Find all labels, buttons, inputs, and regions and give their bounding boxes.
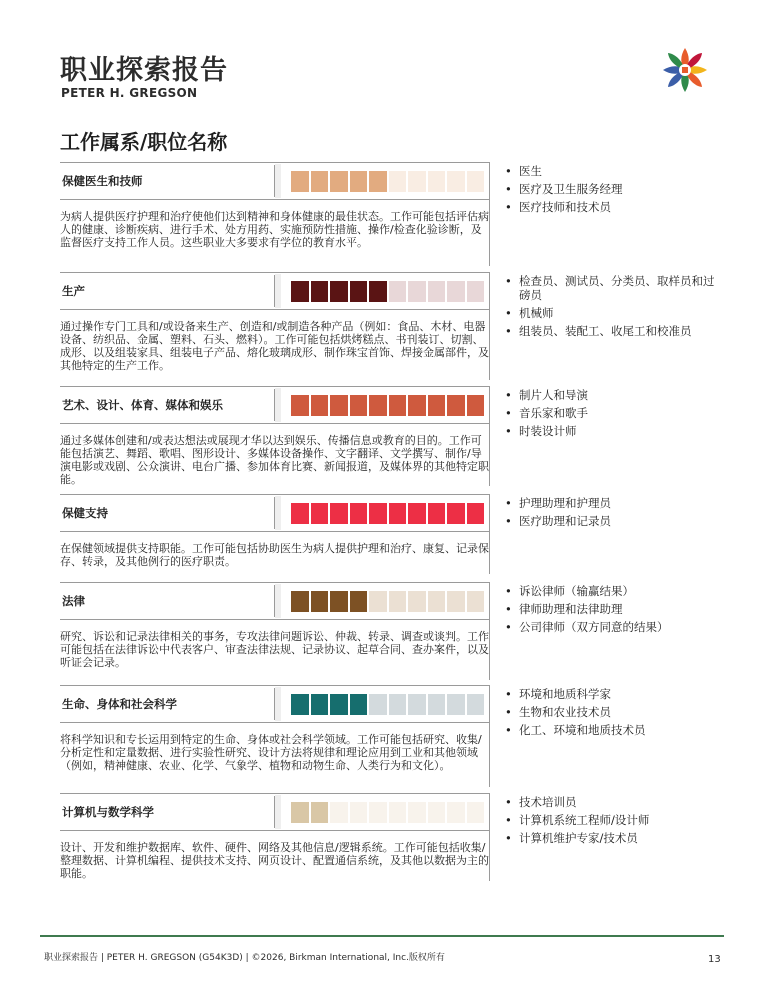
interest-cell-filled (447, 503, 465, 524)
job-title-item: • 医生 (503, 164, 723, 178)
job-title-list (503, 388, 723, 442)
interest-level-bar (291, 802, 484, 823)
interest-cell-filled (467, 503, 485, 524)
job-title-item: • 律师助理和法律助理 (503, 602, 723, 616)
job-family-name: 生命、身体和社会科学 (62, 697, 177, 711)
job-title-item: • 诉讼律师（输赢结果） (503, 584, 723, 598)
job-family-description: 通过操作专门工具和/或设备来生产、创造和/或制造各种产品（例如：食品、木材、电器设备、纺织品、金属、塑料、石头、燃料）。工作可能包括烘烤糕点、书刊装订、切割、成形、以及组装家具、组装电子产品、熔化玻璃成形、制作珠宝首饰、焊接金属部件，及其他特定的生产工作。 (60, 320, 489, 372)
interest-cell-empty (408, 171, 426, 192)
person-name: PETER H. GREGSON (61, 86, 198, 100)
job-family-block (60, 685, 490, 772)
job-family-block (60, 272, 490, 372)
interest-cell-empty (467, 694, 485, 715)
interest-cell-empty (428, 591, 446, 612)
interest-cell-filled (291, 591, 309, 612)
interest-cell-empty (389, 591, 407, 612)
job-family-block (60, 494, 490, 568)
interest-cell-filled (428, 503, 446, 524)
column-shadow (275, 164, 281, 198)
interest-level-bar (291, 694, 484, 715)
interest-cell-filled (369, 503, 387, 524)
job-title-item: • 制片人和导演 (503, 388, 723, 402)
interest-cell-filled (330, 694, 348, 715)
interest-cell-empty (389, 802, 407, 823)
job-title-item: • 组装员、装配工、收尾工和校准员 (503, 324, 723, 338)
job-title-item: • 医疗技师和技术员 (503, 200, 723, 214)
job-family-header (60, 386, 490, 424)
interest-cell-filled (291, 395, 309, 416)
job-title-item: • 生物和农业技术员 (503, 705, 723, 719)
interest-cell-empty (408, 802, 426, 823)
job-title-item: • 技术培训员 (503, 795, 723, 809)
interest-cell-empty (428, 281, 446, 302)
interest-cell-empty (467, 591, 485, 612)
interest-cell-empty (447, 802, 465, 823)
interest-cell-empty (369, 591, 387, 612)
job-title-item: • 音乐家和歌手 (503, 406, 723, 420)
job-family-name: 法律 (62, 594, 85, 608)
job-family-name: 计算机与数学科学 (62, 805, 154, 819)
interest-cell-empty (350, 802, 368, 823)
job-title-list (503, 496, 723, 532)
job-family-header (60, 272, 490, 310)
interest-cell-filled (428, 395, 446, 416)
interest-level-bar (291, 503, 484, 524)
column-shadow (275, 274, 281, 308)
interest-cell-filled (311, 395, 329, 416)
job-title-item: • 护理助理和护理员 (503, 496, 723, 510)
interest-cell-filled (467, 395, 485, 416)
interest-cell-filled (291, 802, 309, 823)
section-title: 工作属系/职位名称 (60, 130, 228, 154)
interest-cell-filled (350, 694, 368, 715)
interest-level-bar (291, 281, 484, 302)
interest-cell-filled (291, 503, 309, 524)
job-family-description: 设计、开发和维护数据库、软件、硬件、网络及其他信息/逻辑系统。工作可能包括收集/整理数据、计算机编程、提供技术支持、网页设计、配置通信系统，及其他以数据为主的职能。 (60, 841, 489, 880)
interest-cell-filled (389, 395, 407, 416)
job-family-block (60, 162, 490, 249)
job-title-item: • 检查员、测试员、分类员、取样员和过磅员 (503, 274, 723, 302)
column-shadow (275, 687, 281, 721)
interest-cell-empty (447, 694, 465, 715)
vertical-separator (489, 494, 490, 574)
job-family-description: 研究、诉讼和记录法律相关的事务，专攻法律问题诉讼、仲裁、转录、调查或谈判。工作可能包括在法律诉讼中代表客户、审查法律法规、记录协议、起草合同、查办案件，以及听证会记录。 (60, 630, 489, 669)
interest-cell-empty (467, 802, 485, 823)
job-family-header (60, 582, 490, 620)
interest-cell-filled (330, 281, 348, 302)
report-title: 职业探索报告 (60, 55, 228, 86)
interest-cell-empty (428, 171, 446, 192)
job-title-list (503, 795, 723, 849)
vertical-separator (489, 162, 490, 266)
job-title-list (503, 584, 723, 638)
interest-cell-filled (291, 694, 309, 715)
column-shadow (275, 496, 281, 530)
job-title-item: • 医疗及卫生服务经理 (503, 182, 723, 196)
job-family-name: 艺术、设计、体育、媒体和娱乐 (62, 398, 223, 412)
job-family-block (60, 582, 490, 669)
interest-cell-filled (447, 395, 465, 416)
job-family-header (60, 494, 490, 532)
column-shadow (275, 795, 281, 829)
interest-cell-filled (311, 281, 329, 302)
job-title-item: • 计算机维护专家/技术员 (503, 831, 723, 845)
interest-cell-empty (389, 171, 407, 192)
interest-cell-filled (369, 395, 387, 416)
job-title-item: • 化工、环境和地质技术员 (503, 723, 723, 737)
vertical-separator (489, 793, 490, 881)
interest-cell-filled (350, 503, 368, 524)
interest-cell-empty (467, 281, 485, 302)
page-number: 13 (708, 954, 721, 965)
interest-level-bar (291, 395, 484, 416)
vertical-separator (489, 272, 490, 380)
job-title-item: • 环境和地质科学家 (503, 687, 723, 701)
interest-cell-empty (447, 281, 465, 302)
interest-cell-filled (330, 171, 348, 192)
job-family-name: 生产 (62, 284, 85, 298)
job-family-description: 在保健领域提供支持职能。工作可能包括协助医生为病人提供护理和治疗、康复、记录保存、转录，及其他例行的医疗职责。 (60, 542, 489, 568)
interest-cell-filled (311, 802, 329, 823)
interest-cell-empty (389, 694, 407, 715)
job-title-list (503, 687, 723, 741)
interest-level-bar (291, 591, 484, 612)
interest-cell-empty (330, 802, 348, 823)
interest-cell-filled (369, 171, 387, 192)
job-family-name: 保健医生和技师 (62, 174, 143, 188)
vertical-separator (489, 582, 490, 680)
interest-cell-empty (428, 694, 446, 715)
interest-cell-filled (408, 503, 426, 524)
job-title-list (503, 164, 723, 218)
interest-cell-empty (447, 591, 465, 612)
job-family-name: 保健支持 (62, 506, 108, 520)
birkman-logo-icon (659, 44, 711, 96)
interest-cell-filled (369, 281, 387, 302)
interest-cell-filled (291, 281, 309, 302)
interest-cell-empty (369, 694, 387, 715)
interest-cell-filled (311, 694, 329, 715)
footer-rule (40, 935, 724, 937)
column-shadow (275, 584, 281, 618)
job-family-block (60, 793, 490, 880)
interest-cell-empty (408, 591, 426, 612)
interest-cell-filled (350, 591, 368, 612)
job-title-item: • 时装设计师 (503, 424, 723, 438)
job-family-header (60, 162, 490, 200)
interest-cell-filled (311, 591, 329, 612)
job-family-header (60, 793, 490, 831)
interest-cell-filled (311, 171, 329, 192)
interest-cell-filled (311, 503, 329, 524)
interest-cell-filled (350, 171, 368, 192)
job-family-description: 将科学知识和专长运用到特定的生命、身体或社会科学领域。工作可能包括研究、收集/分析定性和定量数据、进行实验性研究、设计方法将规律和理论应用到工业和其他领域（例如，精神健康、农业、化学、气象学、植物和动物生命、人类行为和文化）。 (60, 733, 482, 772)
job-family-block (60, 386, 490, 486)
interest-cell-filled (330, 395, 348, 416)
job-family-description: 通过多媒体创建和/或表达想法或展现才华以达到娱乐、传播信息或教育的目的。工作可能包括演艺、舞蹈、歌唱、图形设计、多媒体设备操作、文字翻译、文学撰写、制作/导演电影或戏剧、公众演讲、电台广播、参加体育比赛、新闻报道，及媒体界的其他特定职能。 (60, 434, 489, 486)
job-family-description: 为病人提供医疗护理和治疗使他们达到精神和身体健康的最佳状态。工作可能包括评估病人的健康、诊断疾病、进行手术、处方用药、实施预防性措施、操作/检查化验诊断，及监督医疗支持工作人员。这些职业大多要求有学位的教育水平。 (60, 210, 489, 249)
interest-cell-filled (389, 503, 407, 524)
vertical-separator (489, 386, 490, 486)
job-title-item: • 医疗助理和记录员 (503, 514, 723, 528)
job-title-item: • 计算机系统工程师/设计师 (503, 813, 723, 827)
interest-cell-empty (369, 802, 387, 823)
job-title-item: • 机械师 (503, 306, 723, 320)
interest-cell-filled (350, 395, 368, 416)
interest-cell-empty (428, 802, 446, 823)
interest-level-bar (291, 171, 484, 192)
job-title-list (503, 274, 723, 342)
footer-text: 职业探索报告 | PETER H. GREGSON (G54K3D) | ©2026, Birkman International, Inc.版权所有 (44, 953, 445, 963)
interest-cell-filled (330, 503, 348, 524)
interest-cell-empty (408, 694, 426, 715)
interest-cell-empty (467, 171, 485, 192)
interest-cell-filled (330, 591, 348, 612)
interest-cell-filled (291, 171, 309, 192)
job-family-header (60, 685, 490, 723)
job-title-item: • 公司律师（双方同意的结果） (503, 620, 723, 634)
column-shadow (275, 388, 281, 422)
interest-cell-empty (408, 281, 426, 302)
interest-cell-empty (389, 281, 407, 302)
interest-cell-filled (350, 281, 368, 302)
interest-cell-filled (408, 395, 426, 416)
interest-cell-empty (447, 171, 465, 192)
vertical-separator (489, 685, 490, 787)
